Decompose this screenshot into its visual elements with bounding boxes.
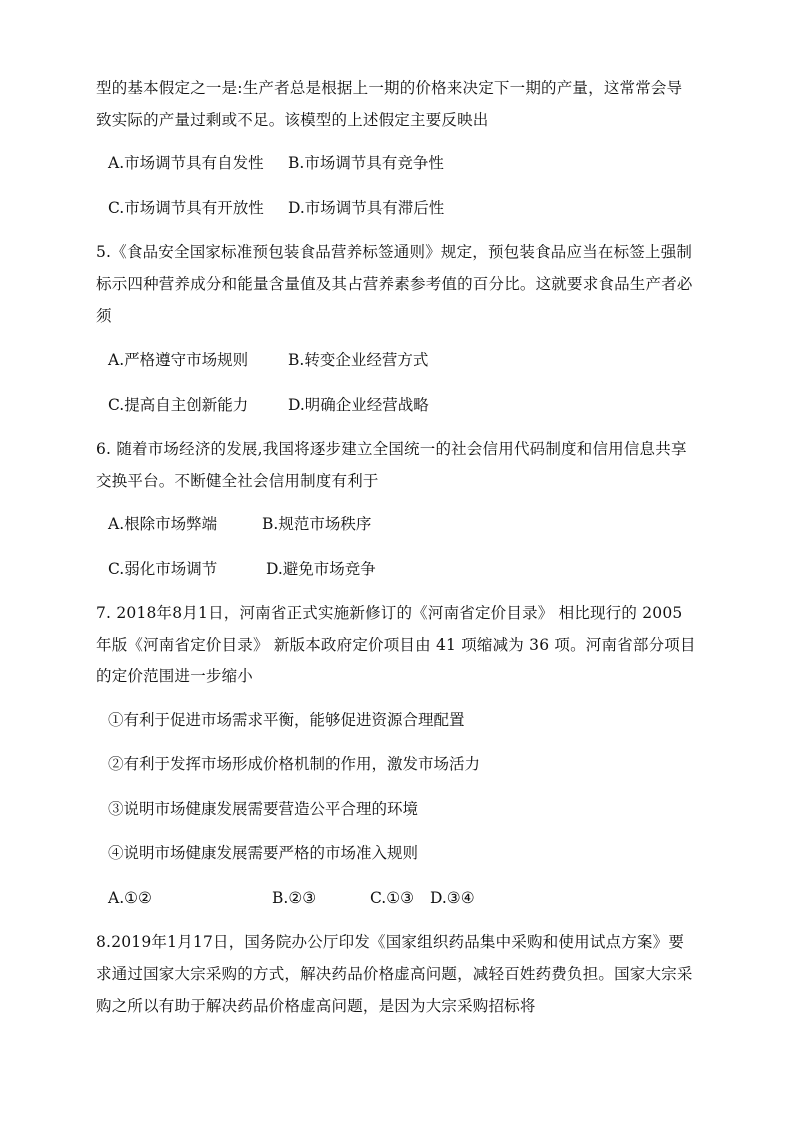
q4-option-c[interactable]: C.市场调节具有开放性 bbox=[108, 199, 264, 217]
q7-option-d[interactable]: D.③④ bbox=[430, 889, 475, 907]
q7-item-4: ④说明市场健康发展需要严格的市场准入规则 bbox=[108, 844, 419, 862]
q7-line-2: 年版《河南省定价目录》 新版本政府定价项目由 41 项缩减为 36 项。河南省部分项目 bbox=[96, 636, 696, 654]
q5-option-b[interactable]: B.转变企业经营方式 bbox=[288, 351, 429, 369]
q5-line-3: 须 bbox=[96, 307, 112, 325]
q4-line-1: 型的基本假定之一是:生产者总是根据上一期的价格来决定下一期的产量，这常常会导 bbox=[96, 79, 683, 97]
q5-option-d[interactable]: D.明确企业经营战略 bbox=[288, 396, 429, 414]
q4-line-2: 致实际的产量过剩或不足。该模型的上述假定主要反映出 bbox=[96, 111, 489, 129]
q6-option-d[interactable]: D.避免市场竞争 bbox=[266, 560, 376, 578]
q8-line-1: 8.2019年1月17日，国务院办公厅印发《国家组织药品集中采购和使用试点方案》要 bbox=[96, 933, 685, 951]
q5-option-a[interactable]: A.严格遵守市场规则 bbox=[108, 351, 249, 369]
q6-option-c[interactable]: C.弱化市场调节 bbox=[108, 560, 218, 578]
q7-option-a[interactable]: A.①② bbox=[108, 889, 152, 907]
q6-option-a[interactable]: A.根除市场弊端 bbox=[108, 515, 218, 533]
q4-option-a[interactable]: A.市场调节具有自发性 bbox=[108, 154, 264, 172]
q7-option-b[interactable]: B.②③ bbox=[272, 889, 317, 907]
q4-option-b[interactable]: B.市场调节具有竞争性 bbox=[288, 154, 444, 172]
q7-option-c[interactable]: C.①③ bbox=[370, 889, 415, 907]
q8-line-2: 求通过国家大宗采购的方式，解决药品价格虚高问题，减轻百姓药费负担。国家大宗采 bbox=[96, 965, 693, 983]
q7-line-3: 的定价范围进一步缩小 bbox=[96, 667, 254, 685]
q7-line-1: 7. 2018年8月1日，河南省正式实施新修订的《河南省定价目录》 相比现行的 2005 bbox=[96, 604, 683, 622]
q6-line-2: 交换平台。不断健全社会信用制度有利于 bbox=[96, 472, 379, 490]
q5-line-1: 5.《食品安全国家标准预包装食品营养标签通则》规定，预包装食品应当在标签上强制 bbox=[96, 243, 693, 261]
q5-option-c[interactable]: C.提高自主创新能力 bbox=[108, 396, 249, 414]
q6-option-b[interactable]: B.规范市场秩序 bbox=[262, 515, 372, 533]
q4-option-d[interactable]: D.市场调节具有滞后性 bbox=[288, 199, 445, 217]
q5-line-2: 标示四种营养成分和能量含量值及其占营养素参考值的百分比。这就要求食品生产者必 bbox=[96, 275, 693, 293]
q7-item-3: ③说明市场健康发展需要营造公平合理的环境 bbox=[108, 800, 419, 818]
q7-item-1: ①有利于促进市场需求平衡，能够促进资源合理配置 bbox=[108, 711, 465, 729]
q6-line-1: 6. 随着市场经济的发展,我国将逐步建立全国统一的社会信用代码制度和信用信息共享 bbox=[96, 440, 687, 458]
q8-line-3: 购之所以有助于解决药品价格虚高问题，是因为大宗采购招标将 bbox=[96, 997, 536, 1015]
q7-item-2: ②有利于发挥市场形成价格机制的作用，激发市场活力 bbox=[108, 755, 481, 773]
